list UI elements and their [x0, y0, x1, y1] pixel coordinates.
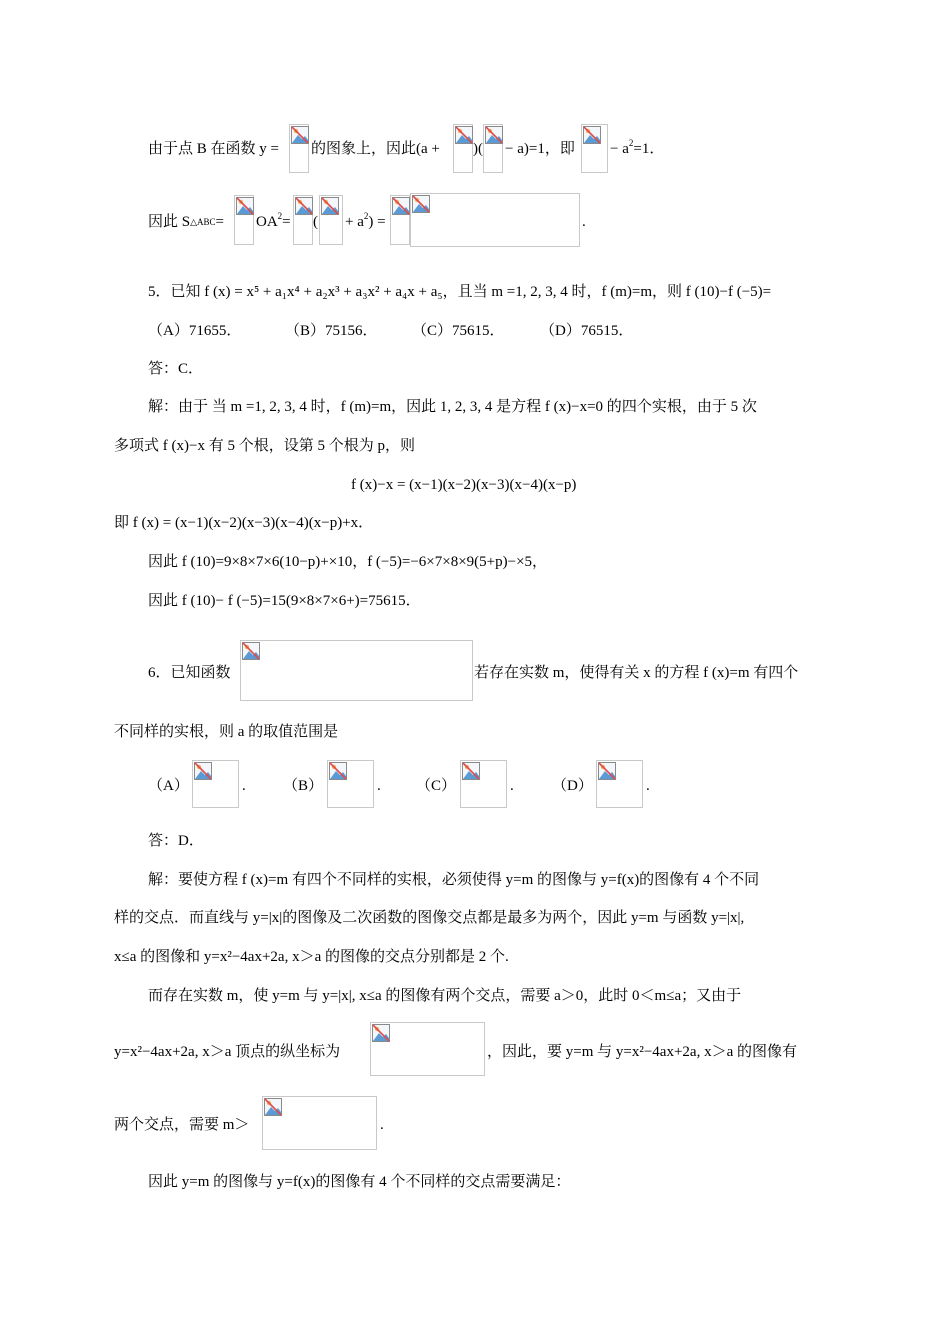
broken-image-icon — [485, 126, 503, 144]
q6-option-a-label — [148, 775, 189, 796]
q6-option-b-label — [283, 775, 323, 796]
para-area — [148, 211, 224, 232]
formula-image — [289, 124, 309, 173]
formula-image — [410, 193, 580, 247]
q6-solution-6b — [380, 1114, 384, 1135]
superscript: 2 — [628, 138, 634, 148]
text: . — [377, 777, 381, 794]
text: ，因此，要 y=m 与 y=x²−4ax+2a, x＞a 的图像有 — [487, 1043, 797, 1060]
para-area-5 — [582, 211, 586, 232]
text: . — [646, 777, 650, 794]
broken-image-icon — [392, 197, 410, 215]
q6-solution-3 — [114, 946, 509, 967]
broken-image-icon — [295, 197, 313, 215]
option-b-image — [327, 760, 374, 808]
text: 因此 f (10)− f (−5)=15(9×8×7×6+)=75615． — [148, 592, 421, 609]
q6-solution-1 — [148, 869, 759, 890]
para-point-b-4 — [505, 138, 575, 159]
formula-image — [319, 195, 343, 245]
text: 多项式 f (x)−x 有 5 个根，设第 5 个根为 p，则 — [114, 437, 415, 454]
text: 答：D． — [148, 832, 204, 849]
text: （D） — [552, 777, 593, 794]
q5-solution-3 — [114, 512, 373, 533]
formula-image — [234, 195, 254, 245]
option-a: （A）71655． — [148, 322, 242, 339]
q5-stem — [148, 281, 771, 302]
option-b: （B）75156． — [285, 322, 378, 339]
broken-image-icon — [372, 1024, 390, 1042]
text: 解：由于 当 m =1, 2, 3, 4 时，f (m)=m，因此 1, 2, 3, 4 是方程 f (x)−x=0 的四个实根，由于 5 次 — [148, 398, 757, 415]
broken-image-icon — [321, 197, 339, 215]
para-area-2 — [256, 211, 291, 232]
text: OA — [256, 213, 278, 230]
text: − a — [610, 140, 629, 157]
text: 的图象上，因此(a + — [311, 140, 440, 157]
q6-dot — [377, 775, 381, 796]
text: 不同样的实根，则 a 的取值范围是 — [114, 723, 339, 740]
function-formula-image — [240, 640, 473, 701]
option-d-image — [596, 760, 643, 808]
text: 6．已知函数 — [148, 664, 231, 681]
para-point-b-3 — [473, 138, 483, 159]
q5-options — [148, 320, 633, 341]
text: . — [582, 213, 586, 230]
q6-solution-5a — [114, 1041, 340, 1062]
formula-image — [390, 195, 410, 245]
text: + a — [345, 213, 364, 230]
para-area-4 — [345, 211, 386, 232]
q5-solution-5 — [148, 590, 421, 611]
q5-solution-2 — [114, 435, 415, 456]
text: （A） — [148, 777, 189, 794]
text: 若存在实数 m，使得有关 x 的方程 f (x)=m 有四个 — [474, 664, 799, 681]
q5-solution-4 — [148, 551, 547, 572]
formula-image — [453, 124, 473, 173]
text: 两个交点，需要 m＞ — [114, 1116, 250, 1133]
superscript: 2 — [277, 211, 283, 221]
text: 由于点 B 在函数 y = — [148, 140, 279, 157]
vertex-formula-image — [370, 1022, 485, 1076]
text: 因此 S — [148, 213, 191, 230]
broken-image-icon — [462, 762, 480, 780]
q6-option-d-label — [552, 775, 593, 796]
text: （C） — [416, 777, 457, 794]
text: 因此 f (10)=9×8×7×6(10−p)+×10，f (−5)=−6×7×8×9(5+p)−×5， — [148, 553, 548, 570]
option-a-image — [192, 760, 239, 808]
broken-image-icon — [598, 762, 616, 780]
text: . — [510, 777, 514, 794]
broken-image-icon — [242, 642, 260, 660]
broken-image-icon — [291, 126, 309, 144]
para-area-3 — [313, 211, 318, 232]
para-point-b-5 — [610, 138, 664, 159]
formula-image — [483, 124, 503, 173]
text: . — [242, 777, 246, 794]
broken-image-icon — [412, 195, 430, 213]
broken-image-icon — [236, 197, 254, 215]
q5-answer — [148, 358, 203, 379]
text: − a)=1，即 — [505, 140, 575, 157]
text: x≤a 的图像和 y=x²−4ax+2a, x＞a 的图像的交点分别都是 2 个. — [114, 948, 509, 965]
q6-solution-2 — [114, 907, 744, 928]
q6-option-c-label — [416, 775, 456, 796]
q6-solution-6a — [114, 1114, 249, 1135]
q6-stem-a — [148, 662, 231, 683]
text: 5．已知 f (x) = x⁵ + a₁x⁴ + a₂x³ + a₃x² + a₄x + a₅，且当 m =1, 2, 3, 4 时，f (m)=m，则 f (10)−f (−5)= — [148, 283, 772, 300]
broken-image-icon — [194, 762, 212, 780]
option-c-image — [460, 760, 507, 808]
broken-image-icon — [455, 126, 473, 144]
text: 而存在实数 m，使 y=m 与 y=|x|, x≤a 的图像有两个交点，需要 a＞0，此时 0＜m≤a；又由于 — [148, 987, 742, 1004]
q6-dot — [510, 775, 514, 796]
q6-dot — [242, 775, 246, 796]
text: = — [282, 213, 291, 230]
text: f (x)−x = (x−1)(x−2)(x−3)(x−4)(x−p) — [351, 476, 577, 493]
text: 样的交点．而直线与 y=|x|的图像及二次函数的图像交点都是最多为两个，因此 y=m 与函数 y=|x|, — [114, 909, 745, 926]
para-point-b — [148, 138, 279, 159]
para-point-b-2 — [311, 138, 440, 159]
formula-image — [293, 195, 313, 245]
q6-answer — [148, 830, 204, 851]
condition-formula-image — [262, 1096, 377, 1150]
superscript: 2 — [363, 211, 369, 221]
subscript: △ABC — [190, 216, 216, 227]
broken-image-icon — [329, 762, 347, 780]
q6-solution-5b — [487, 1041, 797, 1062]
q6-solution-4 — [148, 985, 741, 1006]
option-d: （D）76515． — [540, 322, 634, 339]
q5-equation — [351, 474, 576, 495]
text: ) = — [368, 213, 386, 230]
q6-stem-b — [474, 662, 798, 683]
option-c: （C）75615． — [412, 322, 505, 339]
q5-solution-1 — [148, 396, 757, 417]
text: = — [215, 213, 224, 230]
q6-dot — [646, 775, 650, 796]
text: 即 f (x) = (x−1)(x−2)(x−3)(x−4)(x−p)+x． — [114, 514, 374, 531]
text: =1． — [633, 140, 665, 157]
formula-image — [581, 124, 608, 173]
text: ( — [313, 213, 318, 230]
text: （B） — [283, 777, 324, 794]
text: y=x²−4ax+2a, x＞a 顶点的纵坐标为 — [114, 1043, 341, 1060]
text: . — [380, 1116, 384, 1133]
q6-solution-7 — [148, 1171, 570, 1192]
broken-image-icon — [583, 126, 601, 144]
broken-image-icon — [264, 1098, 282, 1116]
text: 解：要使方程 f (x)=m 有四个不同样的实根，必须使得 y=m 的图像与 y=f(x)的图像有 4 个不同 — [148, 871, 760, 888]
text: 答：C． — [148, 360, 204, 377]
text: )( — [473, 140, 483, 157]
text: 因此 y=m 的图像与 y=f(x)的图像有 4 个不同样的交点需要满足： — [148, 1173, 571, 1190]
q6-stem-c — [114, 721, 338, 742]
